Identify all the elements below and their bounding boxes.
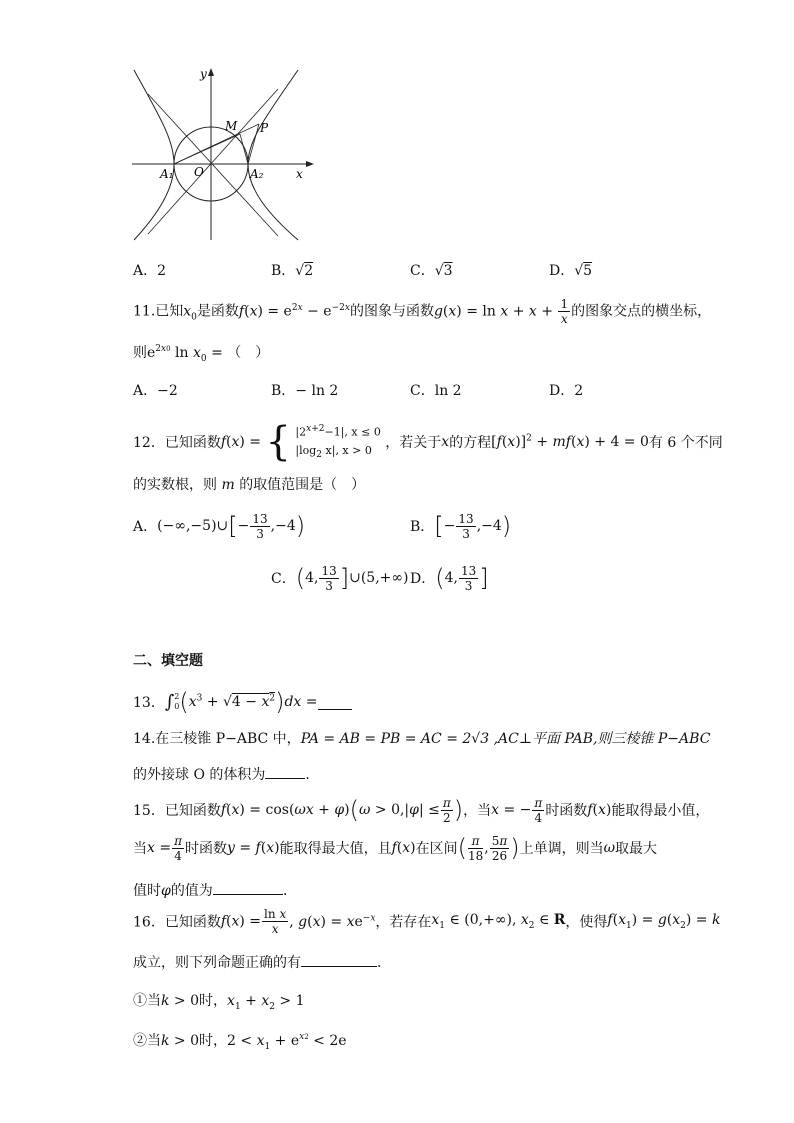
- q16-line1: 16．已知函数f(x) = $\frac{\text{ln x}}{x}$ , $g(x) = xe^{-x}$，若存在$x_1$ ∈ (0,+∞), $x_2$ ∈ R，使得$f(x_1) = g(x_2) = k$: [133, 907, 721, 936]
- q14-line2: 的外接球 O 的体积为 ．: [133, 764, 319, 784]
- q11-line2: 则$e^{2x0}$ $\ln x_0$ = （ ）: [133, 344, 270, 364]
- asymptote-2: [148, 94, 278, 236]
- segment-m-a2: [240, 134, 248, 164]
- q14-line1: 14.在三棱锥 P−ABC 中，PA = AB = PB = AC = 2√3 ,AC⊥平面 PAB,则三棱锥 P−ABC: [133, 731, 711, 747]
- q10-option-d[interactable]: D．√5: [549, 263, 593, 279]
- q16-answer-blank[interactable]: [301, 952, 377, 967]
- segment-p-a2: [248, 124, 259, 164]
- q16-item2: ②当k > 0时，$2 < x_1 + e^{x2} < 2e$: [133, 1032, 347, 1052]
- q12-option-c[interactable]: C．(4, $\frac{13}{3}$ ]∪(5,+∞): [271, 563, 409, 593]
- q15-line2: 当x = $\frac{\pi}{4}$ 时函数y = f(x)能取得最大值，且f(x)在区间( $\frac{\pi}{18}$ , $\frac{5\pi}{26}$ )上单调，则当ω取最大: [133, 833, 658, 863]
- q12-line1: 12．已知函数f(x) = { $|2^{x+2}-1|$, x ≤ 0 $|\log_2$ x|, x > 0 ，若关于x的方程$[f(x)]^2 + mf(x) + 4 = 0$有 6 个不同: [133, 418, 723, 465]
- q10-option-c[interactable]: C．√3: [410, 263, 453, 279]
- q13-answer-blank[interactable]: [318, 695, 352, 710]
- label-a1: A₁: [160, 167, 174, 181]
- q11-option-c[interactable]: C．ln 2: [410, 383, 462, 399]
- hyperbola-left-branch: [134, 70, 174, 240]
- q16-item1: ①当k > 0时，$x_1 + x_2 > 1$: [133, 993, 305, 1012]
- label-m: M: [225, 119, 238, 133]
- q12-option-a[interactable]: A．(−∞,−5)∪[− $\frac{13}{3}$ ,−4): [133, 511, 306, 541]
- q11-line1: 11.已知$x_0$是函数$f(x) = e^{2x} - e^{-2x}$的图象与函数g(x) = ln x + x + $\frac{1}{x}$ 的图象交点的横坐标，: [133, 297, 712, 326]
- x-axis-arrow: [306, 161, 314, 167]
- asymptote-1: [148, 89, 278, 234]
- label-o: O: [194, 165, 204, 179]
- q12-line2: 的实数根，则 m 的取值范围是（ ）: [133, 477, 366, 493]
- q10-option-a[interactable]: A．2: [133, 263, 167, 279]
- q11-option-d[interactable]: D．2: [549, 383, 584, 399]
- label-y: y: [200, 67, 207, 81]
- hyperbola-right-branch: [248, 70, 298, 240]
- q14-answer-blank[interactable]: [265, 764, 305, 779]
- q16-line2: 成立，则下列命题正确的有 ．: [133, 952, 391, 972]
- y-axis-arrow: [208, 68, 214, 76]
- label-p: P: [260, 121, 269, 135]
- label-x: x: [296, 167, 303, 181]
- q11-option-b[interactable]: B．− ln 2: [271, 383, 339, 399]
- q15-answer-blank[interactable]: [213, 880, 283, 895]
- q15-line1: 15．已知函数f(x) = cos(ωx + φ)(ω > 0,|φ| ≤ $\frac{\pi}{2}$ )，当x = − $\frac{\pi}{4}$ 时函数f(x)能取得最小值，: [133, 795, 710, 825]
- section-fill-in-title: 二、填空题: [133, 653, 203, 669]
- q10-option-b[interactable]: B．√2: [271, 263, 314, 279]
- q11-option-a[interactable]: A．−2: [133, 383, 178, 399]
- q12-option-d[interactable]: D．(4, $\frac{13}{3}$ ]: [410, 563, 489, 593]
- q13-line: 13．∫ 2 0 $(x^3 + √4 - x^2)dx$ =: [133, 688, 352, 716]
- hyperbola-circle-figure: [128, 64, 318, 244]
- q12-option-b[interactable]: B．[− $\frac{13}{3}$ ,−4): [410, 511, 512, 541]
- q15-line3: 值时φ的值为 .: [133, 880, 287, 900]
- label-a2: A₂: [250, 167, 264, 181]
